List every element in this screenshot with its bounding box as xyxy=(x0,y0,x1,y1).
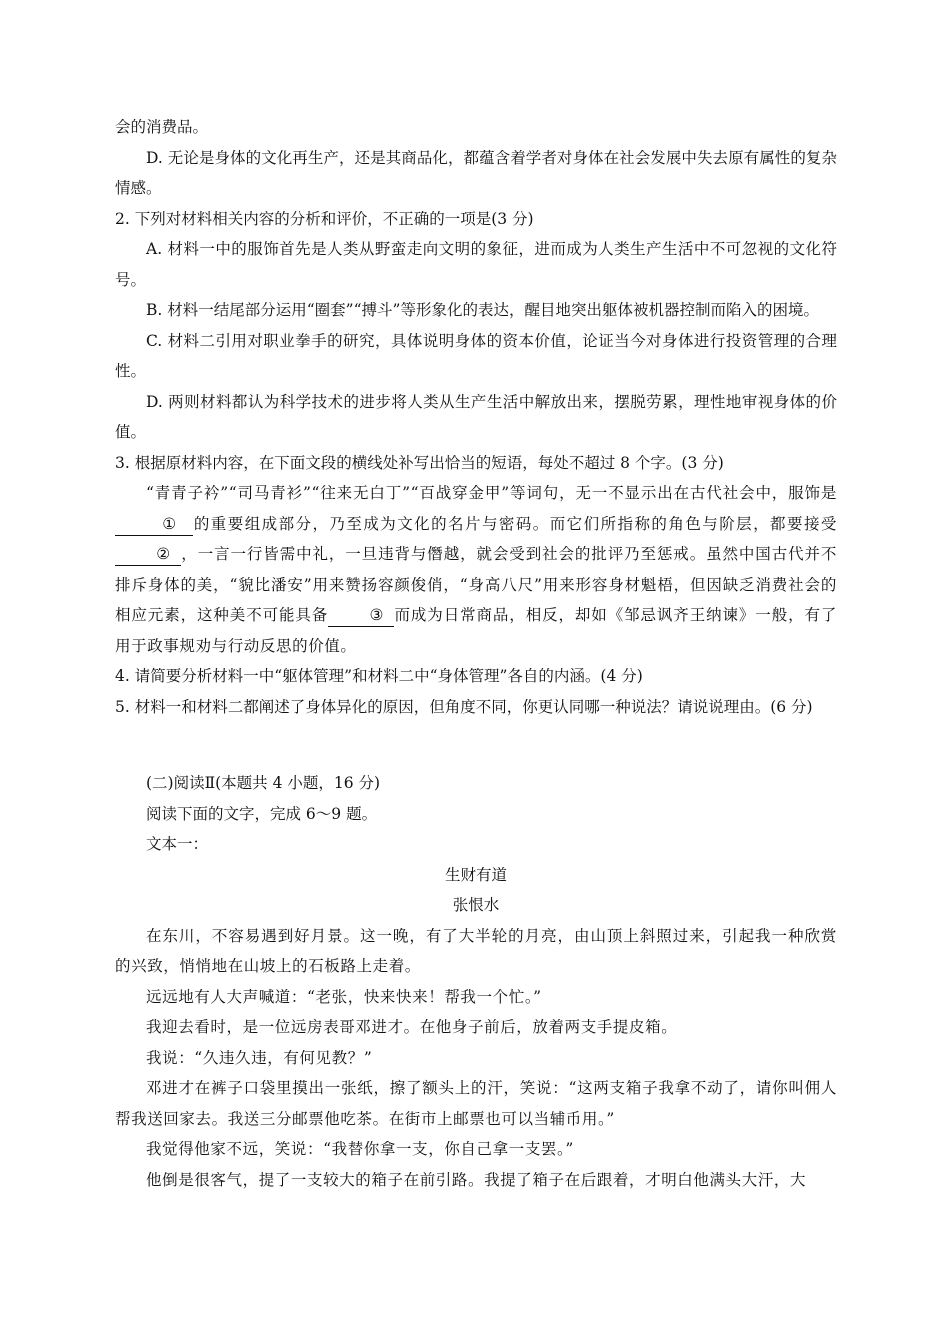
text-label: 文本一： xyxy=(146,835,209,853)
document-page xyxy=(115,112,837,1195)
story-paragraph: 我迎去看时，是一位远房表哥邓进才。在他身子前后，放着两支手提皮箱。 xyxy=(146,1018,678,1036)
section-heading: (二)阅读Ⅱ(本题共 4 小题，16 分) xyxy=(146,774,381,792)
question-3-passage xyxy=(115,478,837,661)
story-paragraph: 远远地有人大声喊道：“老张，快来快来！帮我一个忙。” xyxy=(146,987,542,1006)
blank-1: ① xyxy=(115,513,193,536)
story-paragraph: 邓进才在裤子口袋里摸出一张纸，擦了额头上的汗，笑说：“这两支箱子我拿不动了，请你叫佣人帮我送回家去。我送三分邮票他吃茶。在街市上邮票也可以当辅币用。” xyxy=(115,1079,837,1128)
blank-3: ③ xyxy=(328,604,394,627)
option-d-q1: D. 无论是身体的文化再生产，还是其商品化，都蕴含着学者对身体在社会发展中失去原有属性的复杂情感。 xyxy=(115,148,837,197)
story-paragraph: 我觉得他家不远，笑说：“我替你拿一支，你自己拿一支罢。” xyxy=(146,1140,574,1158)
passage-text: 的重要组成部分，乃至成为文化的名片与密码。而它们所指称的角色与阶层，都要接受 xyxy=(193,514,837,533)
question-5: 5. 材料一和材料二都阐述了身体异化的原因，但角度不同，你更认同哪一种说法？请说说理由。(6 分) xyxy=(115,697,813,716)
passage-text: “青青子衿”“司马青衫”“往来无白丁”“百战穿金甲”等词句，无一不显示出在古代社会中，服饰是 xyxy=(146,484,837,502)
blank-2: ② xyxy=(115,543,181,566)
question-2-stem: 2. 下列对材料相关内容的分析和评价，不正确的一项是(3 分) xyxy=(115,209,534,228)
question-2-option-b: B. 材料一结尾部分运用“圈套”“搏斗”等形象化的表达，醒目地突出躯体被机器控制而陷入的困境。 xyxy=(146,301,819,319)
story-author: 张恨水 xyxy=(452,896,500,914)
question-3-stem: 3. 根据原材料内容，在下面文段的横线处补写出恰当的短语，每处不超过 8 个字。(3 分) xyxy=(115,453,724,472)
story-paragraph: 在东川，不容易遇到好月景。这一晚，有了大半轮的月亮，由山顶上斜照过来，引起我一种欣赏的兴致，悄悄地在山坡上的石板路上走着。 xyxy=(115,926,837,975)
story-paragraph: 他倒是很客气，提了一支较大的箱子在前引路。我提了箱子在后跟着，才明白他满头大汗，大 xyxy=(146,1170,807,1189)
question-2-option-a: A. 材料一中的服饰首先是人类从野蛮走向文明的象征，进而成为人类生产生活中不可忽视的文化符号。 xyxy=(115,240,837,289)
section-instruction: 阅读下面的文字，完成 6～9 题。 xyxy=(146,804,378,823)
passage-text: 而成为日常商品，相反，却如《邹忌讽齐王纳谏》一般，有了用于政事规劝与行动反思的价值。 xyxy=(115,606,837,655)
question-2-option-c: C. 材料二引用对职业拳手的研究，具体说明身体的资本价值，论证当今对身体进行投资管理的合理性。 xyxy=(115,331,837,380)
question-2-option-d: D. 两则材料都认为科学技术的进步将人类从生产生活中解放出来，摆脱劳累，理性地审视身体的价值。 xyxy=(115,392,837,441)
story-title: 生财有道 xyxy=(444,865,507,884)
text-line: 会的消费品。 xyxy=(115,118,209,136)
story-paragraph: 我说：“久违久违，有何见教？” xyxy=(146,1048,373,1067)
passage-text: ，一言一行皆需中礼，一旦违背与僭越，就会受到社会的批评乃至惩戒。虽然中国古代并不排斥身体的美，“貌比潘安”用来赞扬容颜俊俏，“身高八尺”用来形容身材魁梧，但因缺乏消费社会的相应元素，这种美不可能具备 xyxy=(115,545,837,624)
question-4: 4. 请简要分析材料一中“躯体管理”和材料二中“身体管理”各自的内涵。(4 分) xyxy=(115,667,643,685)
